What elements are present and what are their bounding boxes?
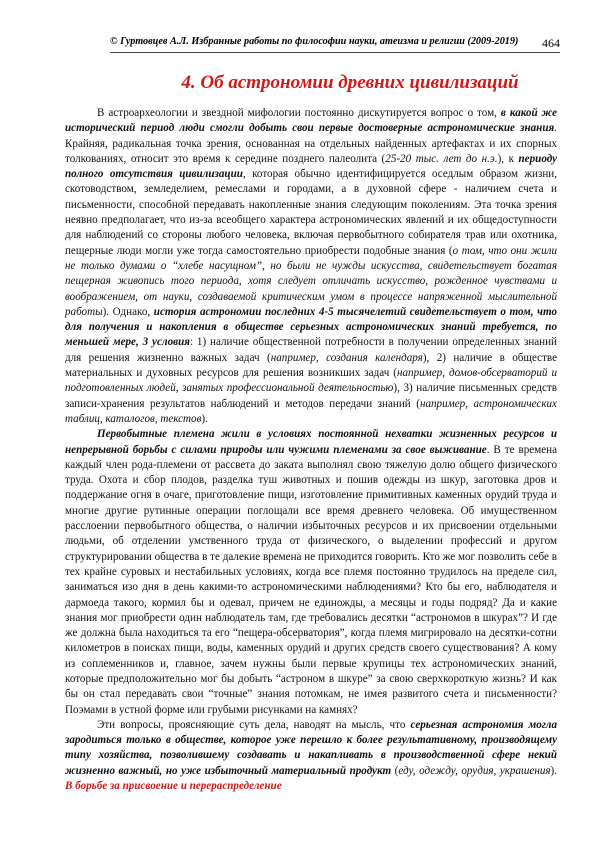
page-number: 464 [542,36,560,50]
paragraph-3 [65,718,557,794]
emphasis: еду, одежду, орудия, украшения [398,764,551,777]
text-span: , которая обычно идентифицируется оседлым образом жизни, скотоводством, земледелием, ремеслами и городами, а в духовной сфере - наличием счета и письменности, способной передавать накопленные знания следующим поколениям. Эта точка зрения неявно предполагает, что из-за всеобщего характера астрономических явлений и их общедоступности для наблюдений со стороны любого человека, включая первобытного собирателя трав или охотника, пещерные люди могли уже тогда самостоятельно приобрести подобные знания ( [65,168,557,257]
emphasis-red: В борьбе за присвоение и перераспределение [65,780,282,793]
text-span: ). [201,412,208,425]
emphasis: периоду полного отсутствия цивилизации [65,152,558,181]
text-span: . В те времена каждый член рода-племени от рассвета до заката выполнял свою тяжелую долю общего физического труда. Охота и сбор плодов, разделка туш животных и пошив одежды из шкур, заготовка дров и поддержание огня в очаге, приготовление пищи, изготовление примитивных каменных орудий труда и многие другие рутинные операции поглощали все время древнего человека. Об имущественном расслоении первобытного общества, о наличии избыточных ресурсов и их присвоении отдельными людьми, об отделении умственного труда от физического, о выделении профессий и другом структурировании общества в те далекие времена не приходится говорить. Кто же мог позволить себе в тех крайне суровых и нестабильных условиях, когда все племя постоянно трудилось на пределе сил, заниматься изо дня в день какими-то астрономическими наблюдениями? Кто бы его, наблюдателя и дармоеда такого, кормил бы и одевал, причем не единожды, а месяцы и годы подряд? Да и какие знания мог приобрести один наблюдатель там, где требовались десятки “астрономов в шкурах”? И где же должна была находиться та его “пещера-обсерватория”, когда племя мигрировало на десятки-сотни километров в поисках пищи, воды, каменных орудий и других средств своего существования? А кому из соплеменников и, главное, зачем нужны были первые крупицы тех астрономических знаний, которые предположительно мог бы добыть “астроном в шкуре” за свою сверхкороткую жизнь? И как бы он стал передавать свои “точные” знания потомкам, не имея развитого счета и письменности? Поэмами в устной форме или грубыми рисунками на камнях? [65,443,557,716]
text-span: : 1) наличие общественной потребности в получении определенных знаний для решения жизненно важных задач ( [65,336,557,364]
header-rule [110,52,560,53]
emphasis: история астрономии последних 4-5 тысячелетий свидетельствует о том, что для получения и накопления в обществе серьезных астрономических знаний требуется, по меньшей мере, 3 условия [65,305,557,349]
running-header [110,36,560,50]
text-span: ). Однако, [102,305,154,318]
text-span: Эти вопросы, проясняющие суть дела, наводят на мысль, что [97,718,411,731]
text-span: ), к [497,152,519,165]
emphasis: например, домов-обсерваторий и подготовленных людей, занятых профессиональной деятельностью [65,367,557,395]
emphasis: в какой же исторический период люди смогли добыть свои первые достоверные астрономические знания [65,107,557,135]
text-span: ), 2) наличие в обществе материальных и духовных ресурсов для решения возникших задач ( [65,351,558,380]
emphasis: серьезная астрономия могла зародиться только в обществе, которое уже перешло к более результативному, производящему типу хозяйства, позволившему создавать и накапливать в производственной сфере некий жизненно важный, но уже избыточный материальный продукт [65,718,557,777]
emphasis: о том, что они жили не только думами о “хлебе насущном”, но были не чужды искусства, свидетельствует богатая пещерная живопись того периода, хотя следует отличать искусство, рожденное чувствами и воображением, от науки, создаваемой критическим умом в процессе напряженной мыслительной работы [65,244,557,318]
emphasis: например, астрономических таблиц, каталогов, текстов [65,397,557,425]
paragraph-2 [65,427,557,718]
emphasis: 25-20 тыс. лет до н.э. [385,152,498,165]
text-span: ( [391,764,399,777]
header-text: © Гуртовцев А.Л. Избранные работы по философии науки, атеизма и религии (2009-2019) [110,36,519,47]
text-span: . Крайняя, радикальная точка зрения, основанная на отдельных найденных артефактах и их спорных толкованиях, относит это время к середине позднего палеолита ( [65,122,557,165]
text-span: В астроархеологии и звездной мифологии постоянно дискутируется вопрос о том, [97,107,501,119]
body-text [65,106,557,794]
paragraph-1 [65,106,557,427]
emphasis: например, создания календаря [270,351,423,364]
section-title: 4. Об астрономии древних цивилизаций [181,72,519,93]
emphasis: Первобытные племена жили в условиях постоянной нехватки жизненных ресурсов и непрерывной борьбы с силами природы или чужими племенами за свое выживание [65,428,557,456]
text-span: ), 3) наличие письменных средств записи-хранения результатов наблюдений и методов передачи знаний ( [65,382,557,410]
text-span: ). [550,764,557,777]
